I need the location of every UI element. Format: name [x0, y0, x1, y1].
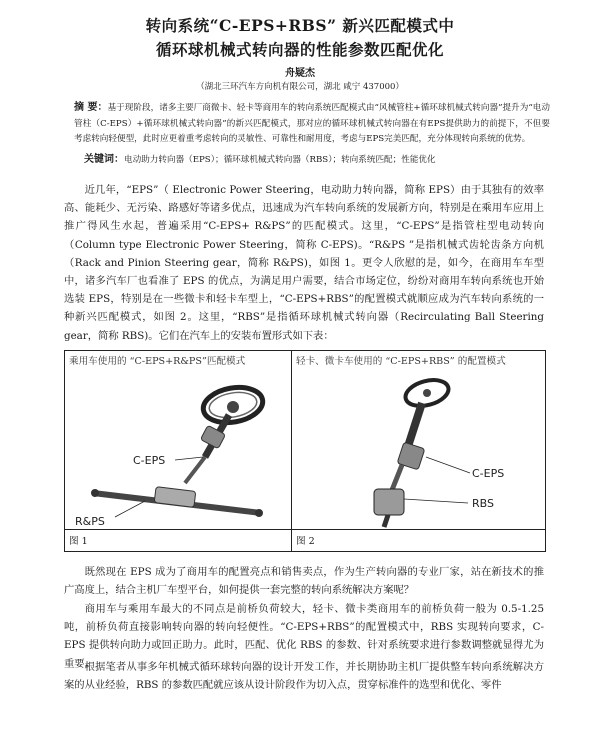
affiliation: （湖北三环汽车方向机有限公司，湖北 咸宁 437000）: [196, 82, 404, 92]
author: 舟疑杰: [285, 68, 315, 79]
keywords: [84, 150, 554, 165]
figure-1-illustration: [65, 365, 291, 529]
abstract-label: 摘 要：: [74, 102, 108, 113]
figure-2-illustration: [292, 365, 545, 529]
paragraph-2: 既然现在 EPS 成为了商用车的配置亮点和销售卖点，作为生产转向器的专业厂家，站在新技术的推广高度上，结合主机厂车型平台，如何提供一套完整的转向系统解决方案呢？: [64, 566, 544, 597]
title-line-1: 转向系统“C-EPS+RBS” 新兴匹配模式中: [145, 16, 455, 35]
abstract: [74, 100, 550, 148]
figure-1-label: 图 1: [69, 536, 88, 547]
title-line-2: 循环球机械式转向器的性能参数匹配优化: [155, 40, 444, 59]
figure-2-caption: 轻卡、微卡车使用的 “C-EPS+RBS” 的配置模式: [296, 356, 506, 367]
keywords-label: 关键词：: [84, 154, 124, 165]
keywords-text: 电动助力转向器（EPS）；循环球机械式转向器（RBS）；转向系统匹配；性能优化: [124, 155, 436, 165]
figure-2-cell: [292, 351, 545, 551]
figure-table: [64, 350, 546, 552]
figure-2-label: 图 2: [296, 536, 315, 547]
paragraph-intro: 近几年，“EPS”（ Electronic Power Steering，电动助力转向器，简称 EPS）由于其独有的效率高、能耗少、无污染、路感好等诸多优点，迅速成为汽车转向系统的发展新方向，特别是在乘用车应用上推广得风生水起，普遍采用“C-EPS+ R&PS”的匹配模式。这里，“C-EPS”是指管柱型电动转向（Column type Electronic Power Steering，简称 C-EPS)。“R&PS ”是指机械式齿轮齿条方向机（Rack and Pinion Steering gear，简称 R&PS)，如图 1。更令人欣慰的是，如今，在商用车车型中，诸多汽车厂也看准了 EPS 的优点，为满足用户需要，结合市场定位，纷纷对商用车转向系统也开始选装 EPS，特别是在一些微卡和轻卡车型上，“C-EPS+RBS”的配置模式就顺应成为汽车转向系统的一种新兴匹配模式，如图 2。这里，“RBS”是指循环球机械式转向器（Recirculating Ball Steering gear，简称 RBS)。它们在汽车上的安装布置形式如下表：: [64, 184, 544, 342]
figure-1-callout-ceps: C-EPS: [133, 454, 166, 467]
figure-2-callout-ceps: C-EPS: [472, 467, 505, 480]
figure-1-caption: 乘用车使用的 “C-EPS+R&PS”匹配模式: [69, 356, 246, 367]
paragraph-4: 根据笔者从事多年机械式循环球转向器的设计开发工作，并长期协助主机厂提供整车转向系统解决方案的从业经验，RBS 的参数匹配就应该从设计阶段作为切入点，贯穿标准件的选型和优化、零件: [64, 661, 544, 692]
figure-1-cell: [65, 351, 292, 551]
figure-1-callout-rps: R&PS: [75, 515, 105, 528]
paragraph-3: 商用车与乘用车最大的不同点是前桥负荷较大，轻卡、微卡类商用车的前桥负荷一般为 0.5-1.25 吨，前桥负荷直接影响转向器的转向轻便性。“C-EPS+RBS”的配置模式中，RBS 实现转向要求，C-EPS 提供转向助力或回正助力。此时，匹配、优化 RBS 的参数、针对系统要求进行参数调整就显得尤为重要。: [64, 603, 544, 670]
figure-2-divider: [292, 529, 545, 530]
figure-1-divider: [65, 529, 291, 530]
abstract-text: 基于现阶段，诸多主要厂商微卡、轻卡等商用车的转向系统匹配模式由“风械管柱+循环球机械式转向器”提升为“电动管柱（C-EPS）+循环球机械式转向器”的新兴匹配模式，那对应的循环球机械式转向器在有EPS提供助力的前提下，不但要考虑转向轻便型，此时应更着重考虑转向的灵敏性、可靠性和耐用度，考虑与EPS完美匹配，充分体现转向系统的优势。: [74, 103, 550, 144]
figure-2-callout-rbs: RBS: [472, 497, 494, 510]
